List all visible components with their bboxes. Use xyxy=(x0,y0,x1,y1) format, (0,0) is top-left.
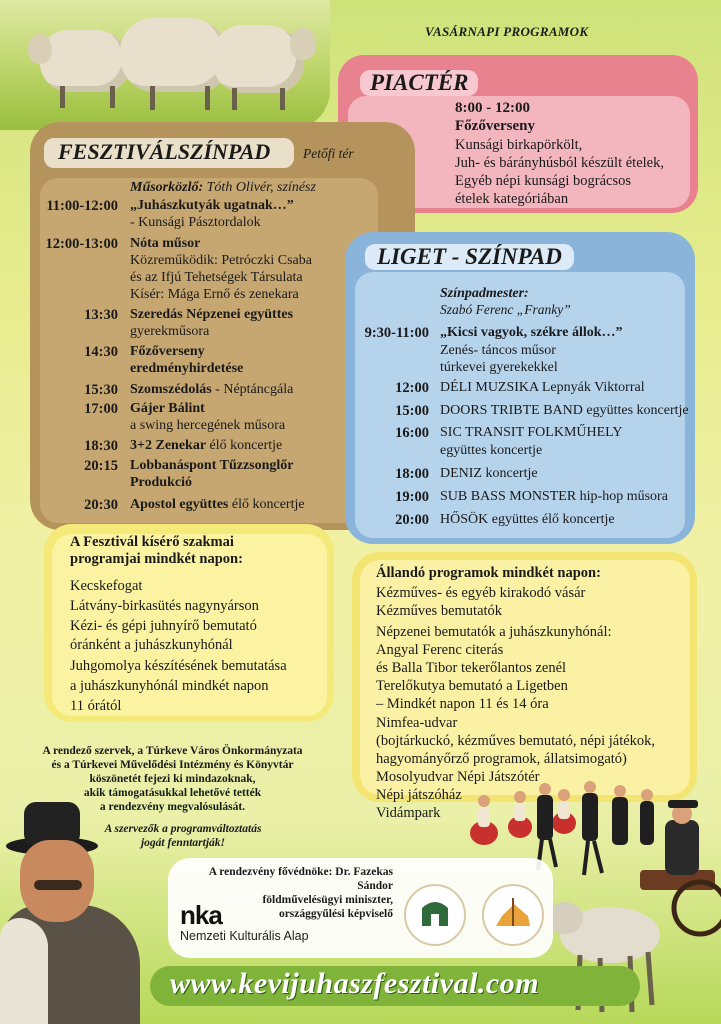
sheep-illustration xyxy=(212,25,304,93)
fesztival-location: Petőfi tér xyxy=(303,146,354,161)
nka-name: Nemzeti Kulturális Alap xyxy=(180,929,309,943)
allando-item: és Balla Tibor tekerőlantos zenél xyxy=(376,660,567,676)
kisero-item: óránként a juhászkunyhónál xyxy=(70,637,233,653)
allando-item: Kézműves bemutatók xyxy=(376,603,503,619)
kisero-item: Kecskefogat xyxy=(70,578,143,594)
schedule-time: 18:30 xyxy=(84,438,118,454)
kisero-title: A Fesztivál kísérő szakmai programjai mindkét napon: xyxy=(70,534,243,567)
schedule-detail: túrkevei gyerekekkel xyxy=(440,360,558,375)
schedule-title: DOORS TRIBTE BAND együttes koncertje xyxy=(440,403,689,418)
kisero-item: Kézi- és gépi juhnyírő bemutató xyxy=(70,618,257,634)
schedule-time: 11:00-12:00 xyxy=(46,198,118,214)
schedule-time: 13:30 xyxy=(84,307,118,323)
schedule-time: 16:00 xyxy=(395,425,429,441)
schedule-time: 12:00 xyxy=(395,380,429,396)
schedule-title: HŐSÖK együttes élő koncertje xyxy=(440,512,615,527)
schedule-title: DÉLI MUZSIKA Lepnyák Viktorral xyxy=(440,380,645,395)
schedule-title: Produkció xyxy=(130,475,192,490)
fesztival-title: FESZTIVÁLSZÍNPAD xyxy=(58,139,271,164)
sheep-photo xyxy=(0,0,330,130)
schedule-title: SIC TRANSIT FOLKMŰHELY xyxy=(440,425,623,440)
liget-master-name: Szabó Ferenc „Franky” xyxy=(440,302,571,317)
allando-title: Állandó programok mindkét napon: xyxy=(376,565,601,581)
schedule-title: Apostol együttes élő koncertje xyxy=(130,497,305,512)
fesztival-host: Műsorközlő: Tóth Olivér, színész xyxy=(130,180,316,195)
page-title: VASÁRNAPI PROGRAMOK xyxy=(425,24,589,39)
allando-item: Terelőkutya bemutató a Ligetben xyxy=(376,678,568,694)
piacter-time: 8:00 - 12:00 xyxy=(455,100,530,116)
allando-item: hagyományőrző programok, állatsimogató) xyxy=(376,751,627,767)
kisero-item: 11 órától xyxy=(70,698,122,714)
allando-item: Vidámpark xyxy=(376,805,441,821)
change-notice: A szervezők a programváltoztatás jogát fenntartják! xyxy=(104,823,262,849)
allando-item: Mosolyudvar Népi Játszótér xyxy=(376,769,540,785)
schedule-time: 9:30-11:00 xyxy=(364,325,429,341)
schedule-detail: Közreműködik: Petróczki Csaba xyxy=(130,253,312,268)
schedule-title: Szeredás Népzenei együttes xyxy=(130,307,294,322)
schedule-detail: és az Ifjú Tehetségek Társulata xyxy=(130,270,303,285)
schedule-time: 18:00 xyxy=(395,466,429,482)
liget-master-label: Színpadmester: xyxy=(440,286,529,301)
kisero-item: Látvány-birkasütés nagynyárson xyxy=(70,598,259,614)
piacter-subtitle: Főzőverseny xyxy=(455,118,535,134)
schedule-time: 20:00 xyxy=(395,512,429,528)
allando-item: (bojtárkuckó, kézműves bemutató, népi játékok, xyxy=(376,733,656,749)
website-link[interactable]: www.kevijuhaszfesztival.com xyxy=(170,967,540,1000)
schedule-title: Főzőverseny xyxy=(130,344,205,359)
allando-item: Nimfea-udvar xyxy=(376,715,458,731)
schedule-detail: Kísér: Mága Ernő és zenekara xyxy=(130,287,299,302)
schedule-time: 19:00 xyxy=(395,489,429,505)
piacter-line: Juh- és bárányhúsból készült ételek, xyxy=(455,155,664,171)
schedule-detail: együttes koncertje xyxy=(440,443,543,458)
schedule-title: „Juhászkutyák ugatnak…” xyxy=(130,198,294,213)
schedule-detail: a swing hercegének műsora xyxy=(130,418,286,433)
schedule-detail: - Kunsági Pásztordalok xyxy=(130,215,261,230)
kisero-item: a juhászkunyhónál mindkét napon xyxy=(70,678,269,694)
schedule-title: Nóta műsor xyxy=(130,236,201,251)
sheep-illustration xyxy=(40,30,130,92)
thanks-text: A rendező szervek, a Túrkeve Város Önkormányzata és a Túrkevei Művelődési Intézmény és Könyvtár köszönetét fejezi ki mindazoknak, akik támogatásukkal lehetővé tették a rendezvény megvalósulását. xyxy=(42,745,303,813)
allando-item: Kézműves- és egyéb kirakodó vásár xyxy=(376,585,586,601)
schedule-time: 20:15 xyxy=(84,458,118,474)
shepherd-fleece-illustration xyxy=(0,918,48,1024)
allando-item: – Mindkét napon 11 és 14 óra xyxy=(376,696,549,712)
schedule-time: 14:30 xyxy=(84,344,118,360)
schedule-title: Lobbanáspont Tűzzsonglőr xyxy=(130,458,294,473)
schedule-time: 15:00 xyxy=(395,403,429,419)
allando-item: Népi játszóház xyxy=(376,787,462,803)
county-seal-logo xyxy=(404,884,466,946)
allando-item: Népzenei bemutatók a juhászkunyhónál: xyxy=(376,624,612,640)
schedule-title: Gájer Bálint xyxy=(130,401,205,416)
schedule-title: Szomszédolás - Néptáncgála xyxy=(130,382,294,397)
piacter-line: ételek kategóriában xyxy=(455,191,569,207)
piacter-line: Egyéb népi kunsági bográcsos xyxy=(455,173,631,189)
schedule-detail: gyerekműsora xyxy=(130,324,210,339)
schedule-time: 20:30 xyxy=(84,497,118,513)
piacter-title: PIACTÉR xyxy=(360,70,478,96)
schedule-title: 3+2 Zenekar élő koncertje xyxy=(130,438,283,453)
patron-text: A rendezvény fővédnöke: Dr. Fazekas Sándor földművelésügyi miniszter, országgyűlési képviselő xyxy=(208,866,393,920)
schedule-title: SUB BASS MONSTER hip-hop műsora xyxy=(440,489,668,504)
piacter-line: Kunsági birkapörkölt, xyxy=(455,137,583,153)
schedule-title: „Kicsi vagyok, székre állok…” xyxy=(440,325,623,340)
liget-title: LIGET - SZÍNPAD xyxy=(365,244,574,270)
schedule-time: 15:30 xyxy=(84,382,118,398)
schedule-title: DENIZ koncertje xyxy=(440,466,538,481)
schedule-title: eredményhirdetése xyxy=(130,361,244,376)
shepherd-moustache-illustration xyxy=(34,880,82,890)
schedule-time: 12:00-13:00 xyxy=(45,236,118,252)
allando-item: Angyal Ferenc citerás xyxy=(376,642,504,658)
kisero-item: Juhgomolya készítésének bemutatása xyxy=(70,658,287,674)
schedule-detail: Zenés- táncos műsor xyxy=(440,343,556,358)
association-seal-logo xyxy=(482,884,544,946)
nka-logo: nka xyxy=(180,900,222,930)
schedule-time: 17:00 xyxy=(84,401,118,417)
